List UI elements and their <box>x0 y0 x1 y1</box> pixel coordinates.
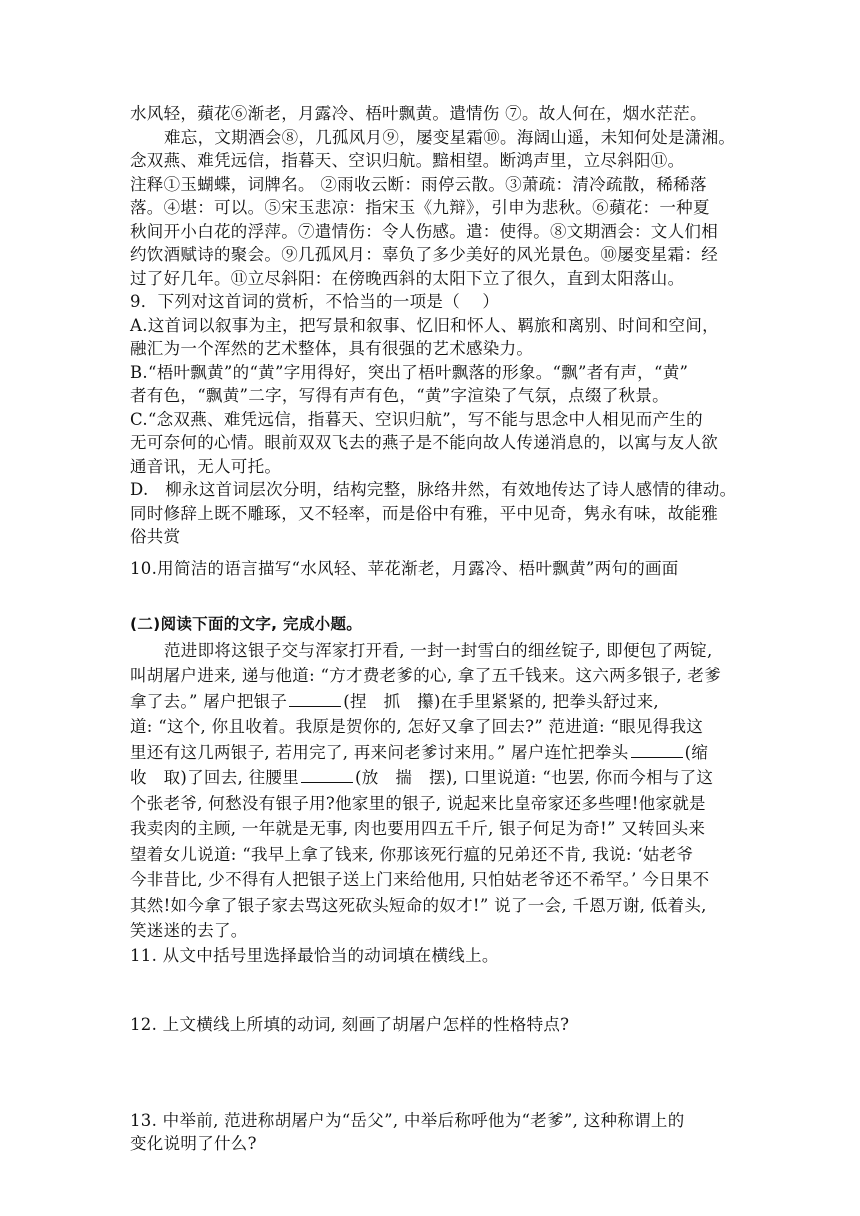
question-11: 11. 从文中括号里选择最恰当的动词填在横线上。 <box>130 945 499 965</box>
option-d <box>130 478 740 549</box>
option-a <box>130 314 740 361</box>
passage-line: 叫胡屠户进来, 递与他道: “方才费老爹的心, 拿了五千钱来。这六两多银子, 老爹 <box>130 666 722 685</box>
option-c <box>130 408 740 479</box>
passage-text: 在手里紧紧的, 把拳头舒过来, <box>440 691 659 711</box>
note-line: 秋间开小白花的浮萍。⑦遣情伤：令人伤感。遣：使得。⑧文期酒会：文人们相 <box>130 221 718 241</box>
poem-line: 念双燕、难凭远信，指暮天、空识归航。黯相望。断鸿声里，立尽斜阳⑪。 <box>130 151 685 170</box>
note-line: 过了好几年。⑪立尽斜阳：在傍晚西斜的太阳下立了很久，直到太阳落山。 <box>130 268 685 288</box>
passage-text: 收 取)了回去, 往腰里 <box>130 768 300 787</box>
passage-line: 望着女儿说道: “我早上拿了钱来, 你那该死行瘟的兄弟还不肯, 我说: ‘姑老爷 <box>130 844 694 864</box>
section-2 <box>130 612 740 944</box>
passage-line: 我卖肉的主顾, 一年就是无事, 肉也要用四五千斤, 银子何足为奇!” 又转回头来 <box>130 819 706 838</box>
question-13 <box>130 1109 740 1156</box>
poem-line: 难忘，文期酒会⑧，几孤风月⑨，屡变星霜⑩。海阔山遥，未知何处是潇湘。 <box>164 127 736 147</box>
question-10: 10.用简洁的语言描写“水风轻、苹花渐老，月露冷、梧叶飘黄”两句的画面 <box>130 558 679 578</box>
passage-line: 范进即将这银子交与浑家打开看, 一封一封雪白的细丝锭子, 即便包了两锭, <box>164 640 713 660</box>
fill-blank-3[interactable] <box>301 766 353 783</box>
poem-line: 水风轻，蘋花⑥渐老，月露冷、梧叶飘黄。遣情伤 ⑦。故人何在，烟水茫茫。 <box>130 104 707 123</box>
question-9 <box>130 290 740 549</box>
passage-line: 道: “这个, 你且收着。我原是贺你的, 怎好又拿了回去?” 范进道: “眼见得我这 <box>130 717 704 736</box>
fill-blank-2[interactable] <box>631 741 683 758</box>
question-line: 13. 中举前, 范进称胡屠户为“岳父”, 中举后称呼他为“老爹”, 这种称谓上的 <box>130 1110 685 1130</box>
option-line: B.“梧叶飘黄”的“黄”字用得好，突出了梧叶飘落的形象。“飘”者有声，“黄” <box>130 362 689 382</box>
passage-line: 今非昔比, 少不得有人把银子送上门来给他用, 只怕姑老爷还不希罕。’ 今日果不 <box>130 870 710 889</box>
option-line: 无可奈何的心情。眼前双双飞去的燕子是不能向故人传递消息的，以寓与友人欲 <box>130 433 718 452</box>
option-line: C.“念双燕、难凭远信，指暮天、空识归航”，写不能与思念中人相见而产生的 <box>130 409 703 429</box>
verb-options-2: (缩 <box>684 742 709 762</box>
note-line: 约饮酒赋诗的聚会。⑨几孤风月：辜负了多少美好的风光景色。⑩屡变星霜：经 <box>130 245 718 264</box>
note-line: 落。④堪：可以。⑤宋玉悲凉：指宋玉《九辩》，引申为悲秋。⑥蘋花：一种夏 <box>130 198 710 217</box>
verb-options-1: (捏 抓 攥) <box>343 691 441 711</box>
verb-options-3: (放 揣 摆) <box>355 768 453 787</box>
passage-text: 里还有这几两银子, 若用完了, 再来问老爹讨来用。” 屠户连忙把拳头 <box>130 742 629 762</box>
option-line: A.这首词以叙事为主，把写景和叙事、忆旧和怀人、羁旅和离别、时间和空间， <box>130 315 719 335</box>
passage-line: 个张老爷, 何愁没有银子用?他家里的银子, 说起来比皇帝家还多些哩!他家就是 <box>130 793 706 813</box>
option-line: 融汇为一个浑然的艺术整体，具有很强的艺术感染力。 <box>130 339 534 358</box>
question-stem: 9．下列对这首词的赏析，不恰当的一项是（ ） <box>130 292 500 311</box>
poem-text <box>130 102 740 173</box>
fill-blank-1[interactable] <box>289 690 341 707</box>
passage-line <box>130 689 740 715</box>
note-line: 注释①玉蝴蝶，词牌名。 ②雨收云断：雨停云散。③萧疏：清冷疏散，稀稀落 <box>130 174 707 194</box>
passage-line <box>130 740 740 766</box>
option-line: 同时修辞上既不雕琢，又不轻率，而是俗中有雅，平中见奇，隽永有味，故能雅 <box>130 503 718 523</box>
question-12: 12. 上文横线上所填的动词, 刻画了胡屠户怎样的性格特点? <box>130 1015 570 1034</box>
passage-text: , 口里说道: “也罢, 你而今相与了这 <box>452 768 714 787</box>
passage-text: 拿了去。” 屠户把银子 <box>130 691 288 711</box>
option-line: 者有色，“飘黄”二字，写得有声有色，“黄”字渲染了气氛，点缀了秋景。 <box>130 386 669 405</box>
section-heading: (二)阅读下面的文字, 完成小题。 <box>130 615 363 633</box>
passage-line: 其然!如今拿了银子家去骂这死砍头短命的奴才!” 说了一会, 千恩万谢, 低着头, <box>130 895 707 915</box>
question-line: 变化说明了什么? <box>130 1134 257 1153</box>
passage-line: 笑迷迷的去了。 <box>130 921 248 940</box>
option-line: D. 柳永这首词层次分明，结构完整，脉络井然，有效地传达了诗人感情的律动。 <box>130 480 737 499</box>
passage-line <box>130 765 740 791</box>
option-b <box>130 361 740 408</box>
option-line: 俗共赏 <box>130 527 181 546</box>
annotation-notes <box>130 173 740 291</box>
option-line: 通音讯，无人可托。 <box>130 456 282 476</box>
